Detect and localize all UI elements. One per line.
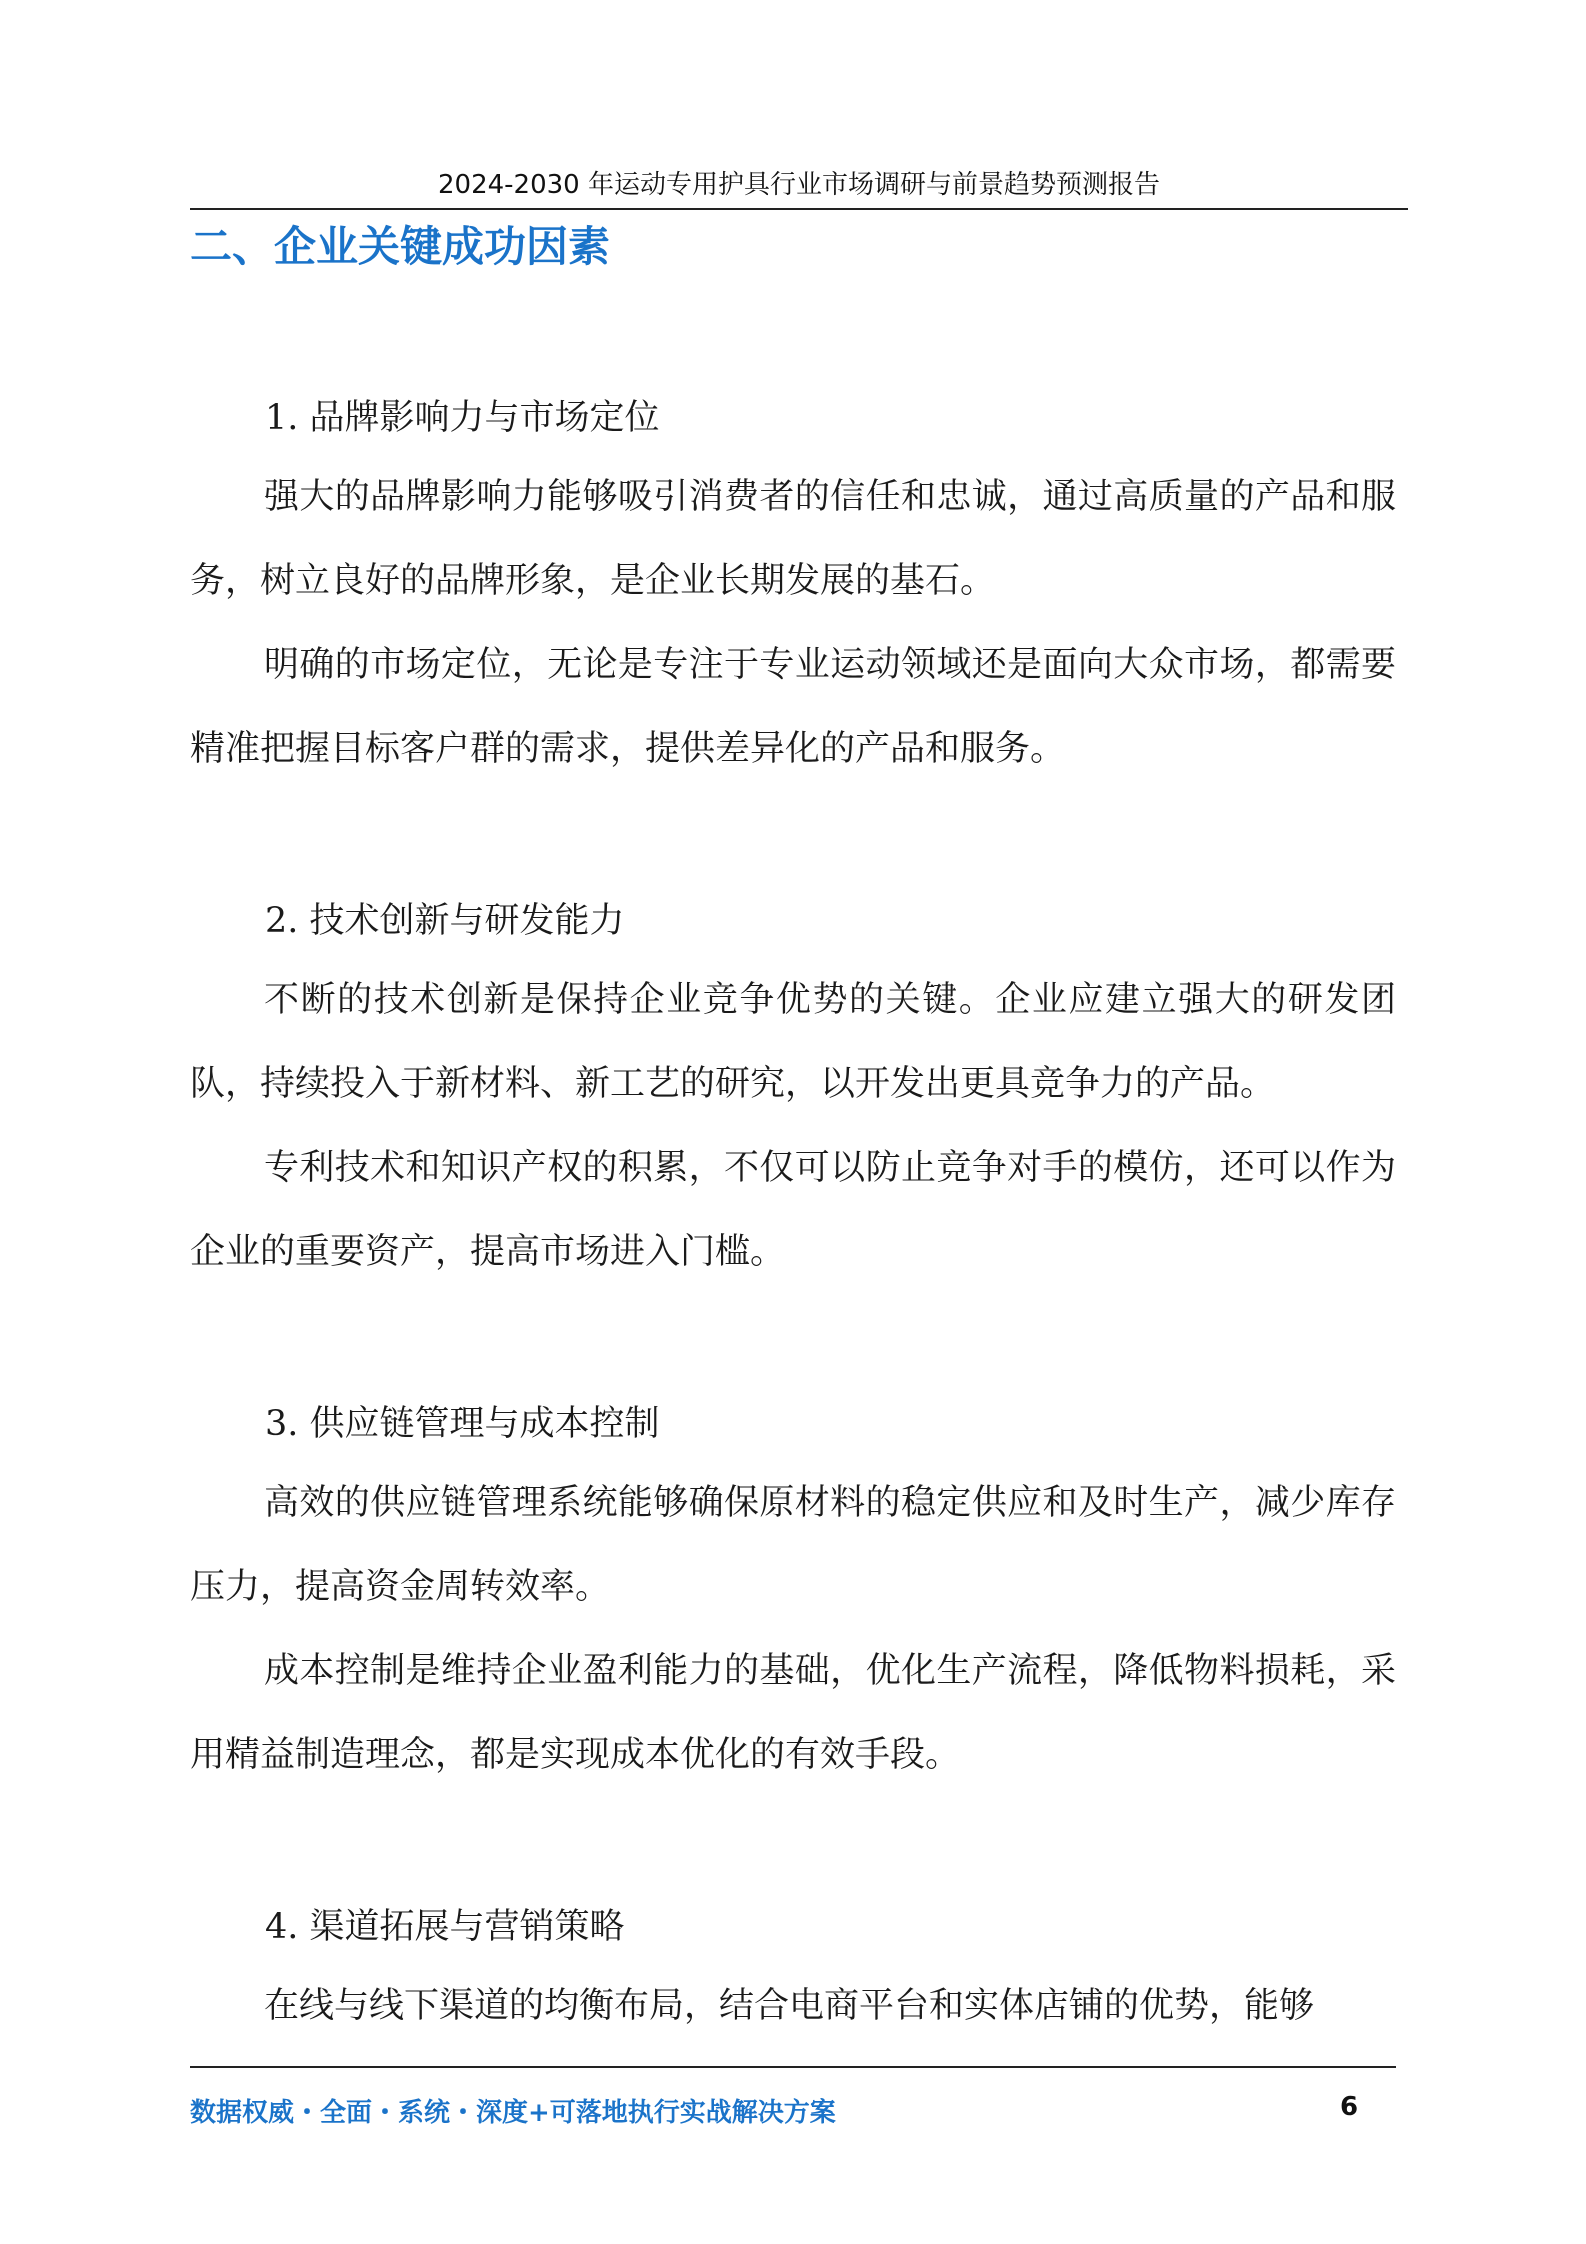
report-header-title: 2024-2030 年运动专用护具行业市场调研与前景趋势预测报告 (438, 170, 1160, 200)
item-heading-1: 1. 品牌影响力与市场定位 (265, 398, 660, 438)
item-4-paragraph-1: 在线与线下渠道的均衡布局，结合电商平台和实体店铺的优势，能够 (264, 1986, 1315, 2026)
footer-slogan: 数据权威・全面・系统・深度+可落地执行实战解决方案 (190, 2098, 836, 2128)
section-heading: 二、企业关键成功因素 (190, 222, 611, 271)
item-2-paragraph-2: 专利技术和知识产权的积累，不仅可以防止竞争对手的模仿，还可以作为企业的重要资产，提高市场进入门槛。 (190, 1148, 1396, 1272)
item-heading-2: 2. 技术创新与研发能力 (265, 901, 625, 941)
item-1-paragraph-2: 明确的市场定位，无论是专注于专业运动领域还是面向大众市场，都需要精准把握目标客户群的需求，提供差异化的产品和服务。 (190, 645, 1396, 769)
item-2-paragraph-1: 不断的技术创新是保持企业竞争优势的关键。企业应建立强大的研发团队，持续投入于新材料、新工艺的研究，以开发出更具竞争力的产品。 (190, 980, 1396, 1104)
header-divider (190, 208, 1408, 210)
item-1-paragraph-1: 强大的品牌影响力能够吸引消费者的信任和忠诚，通过高质量的产品和服务，树立良好的品牌形象，是企业长期发展的基石。 (190, 477, 1396, 601)
item-heading-4: 4. 渠道拓展与营销策略 (265, 1907, 625, 1947)
page-number: 6 (1340, 2092, 1359, 2122)
item-3-paragraph-2: 成本控制是维持企业盈利能力的基础，优化生产流程，降低物料损耗，采用精益制造理念，都是实现成本优化的有效手段。 (190, 1651, 1396, 1775)
footer-divider (190, 2066, 1396, 2068)
item-heading-3: 3. 供应链管理与成本控制 (265, 1404, 660, 1444)
item-3-paragraph-1: 高效的供应链管理系统能够确保原材料的稳定供应和及时生产，减少库存压力，提高资金周转效率。 (190, 1483, 1396, 1607)
